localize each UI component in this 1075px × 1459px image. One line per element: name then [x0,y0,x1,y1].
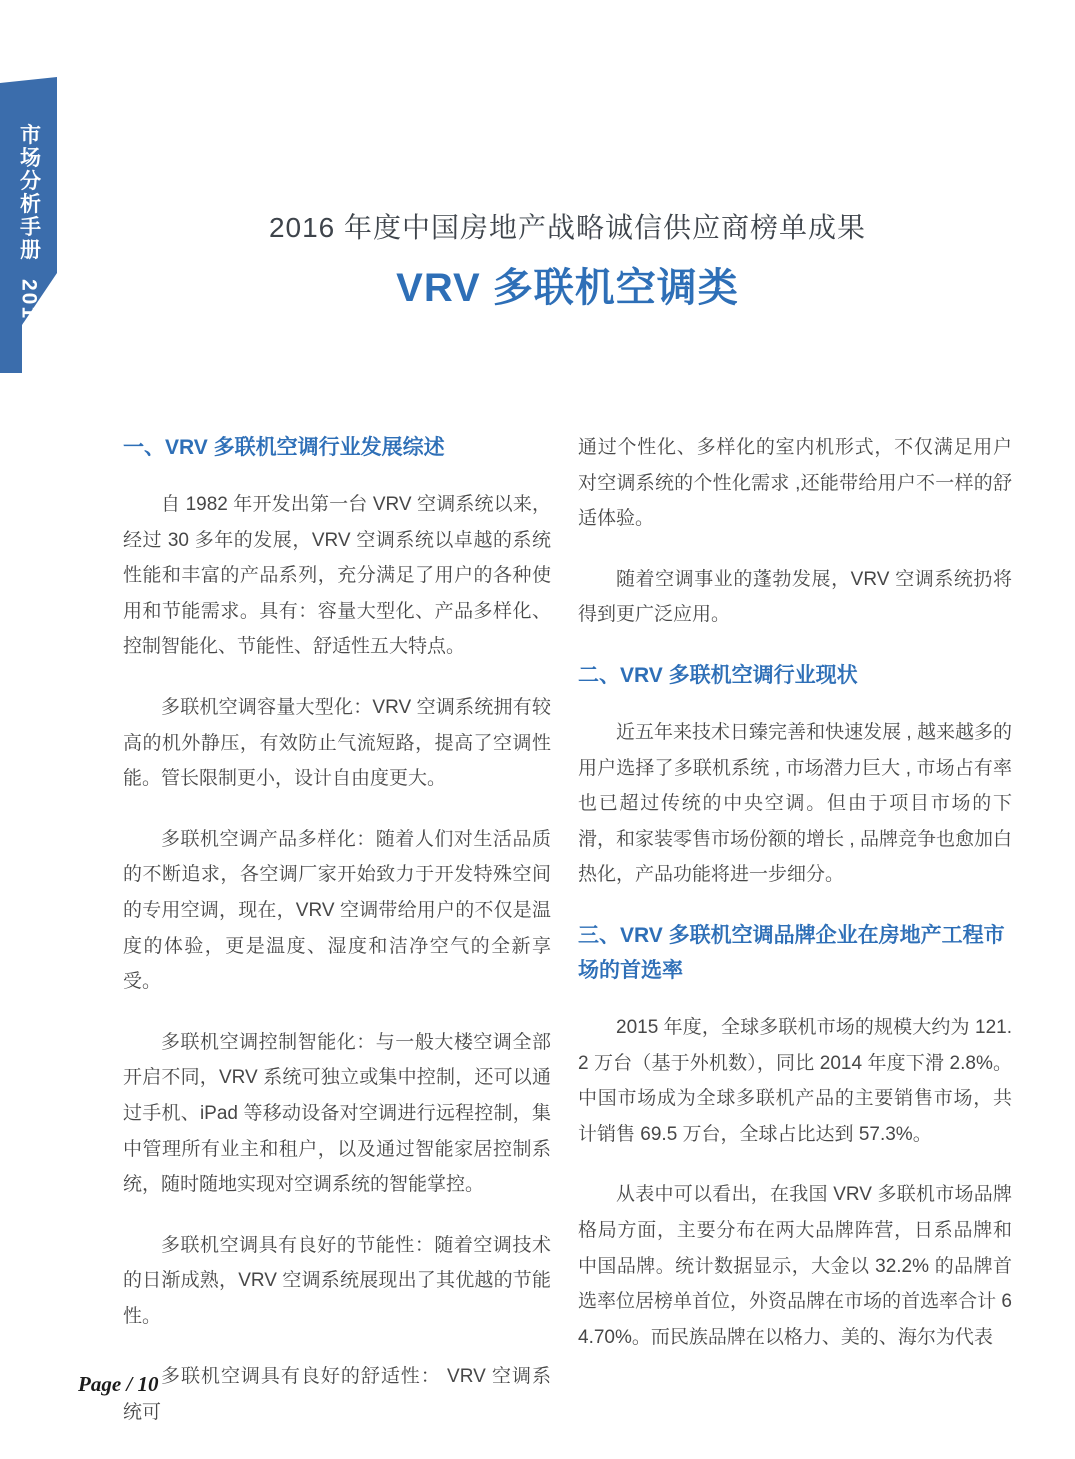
section-1-paragraph: 随着空调事业的蓬勃发展，VRV 空调系统扔将得到更广泛应用。 [578,568,1012,626]
section-2-heading: 二、VRV 多联机空调行业现状 [578,663,858,687]
report-subtitle: 2016 年度中国房地产战略诚信供应商榜单成果 [268,212,867,243]
ribbon-year: 2016 [17,279,41,335]
ribbon-title: 市场分析手册 [17,123,41,262]
page-header [123,210,1012,312]
section-1-heading: 一、VRV 多联机空调行业发展综述 [123,436,445,459]
right-column [578,430,1012,1355]
left-column [123,430,551,1431]
section-1-paragraph: 多联机空调具有良好的舒适性： VRV 空调系统可 [123,1366,551,1424]
section-1-paragraph: 多联机空调控制智能化：与一般大楼空调全部开启不同，VRV 系统可独立或集中控制，还可以通过手机、iPad 等移动设备对空调进行远程控制，集中管理所有业主和租户，以及通过智能家居控制系统，随时随地实现对空调系统的智能掌控。 [123,1031,551,1196]
section-1-paragraph: 多联机空调容量大型化：VRV 空调系统拥有较高的机外静压，有效防止气流短路，提高了空调性能。管长限制更小，设计自由度更大。 [123,696,551,790]
section-3-paragraph: 2015 年度，全球多联机市场的规模大约为 121.2 万台（基于外机数），同比 2014 年度下滑 2.8%。中国市场成为全球多联机产品的主要销售市场，共计销售 69.5 万台，全球占比达到 57.3%。 [578,1016,1012,1145]
section-1-paragraph: 自 1982 年开发出第一台 VRV 空调系统以来，经过 30 多年的发展，VRV 空调系统以卓越的系统性能和丰富的产品系列，充分满足了用户的各种使用和节能需求。具有：容量大型化、产品多样化、控制智能化、节能性、舒适性五大特点。 [123,494,551,658]
section-2-paragraph: 近五年来技术日臻完善和快速发展 , 越来越多的用户选择了多联机系统 , 市场潜力巨大 , 市场占有率也已超过传统的中央空调。但由于项目市场的下滑，和家装零售市场份额的增长 , 品牌竞争也愈加白热化，产品功能将进一步细分。 [578,721,1012,886]
section-1-paragraph-continued: 通过个性化、多样化的室内机形式，不仅满足用户对空调系统的个性化需求 ,还能带给用户不一样的舒适体验。 [578,437,1012,530]
section-3-paragraph: 从表中可以看出，在我国 VRV 多联机市场品牌格局方面，主要分布在两大品牌阵营，日系品牌和中国品牌。统计数据显示，大金以 32.2% 的品牌首选率位居榜单首位，外资品牌在市场的首选率合计 64.70%。而民族品牌在以格力、美的、海尔为代表 [578,1184,1012,1348]
section-1-paragraph: 多联机空调产品多样化：随着人们对生活品质的不断追求，各空调厂家开始致力于开发特殊空间的专用空调，现在，VRV 空调带给用户的不仅是温度的体验，更是温度、湿度和洁净空气的全新享受。 [123,828,551,993]
edition-ribbon-text [0,92,57,334]
page-number: Page / 10 [78,1372,159,1396]
section-1-paragraph: 多联机空调具有良好的节能性：随着空调技术的日渐成熟，VRV 空调系统展现出了其优越的节能性。 [123,1234,551,1327]
section-3-heading: 三、VRV 多联机空调品牌企业在房地产工程市场的首选率 [578,923,1005,982]
page-title: VRV 多联机空调类 [396,266,739,310]
